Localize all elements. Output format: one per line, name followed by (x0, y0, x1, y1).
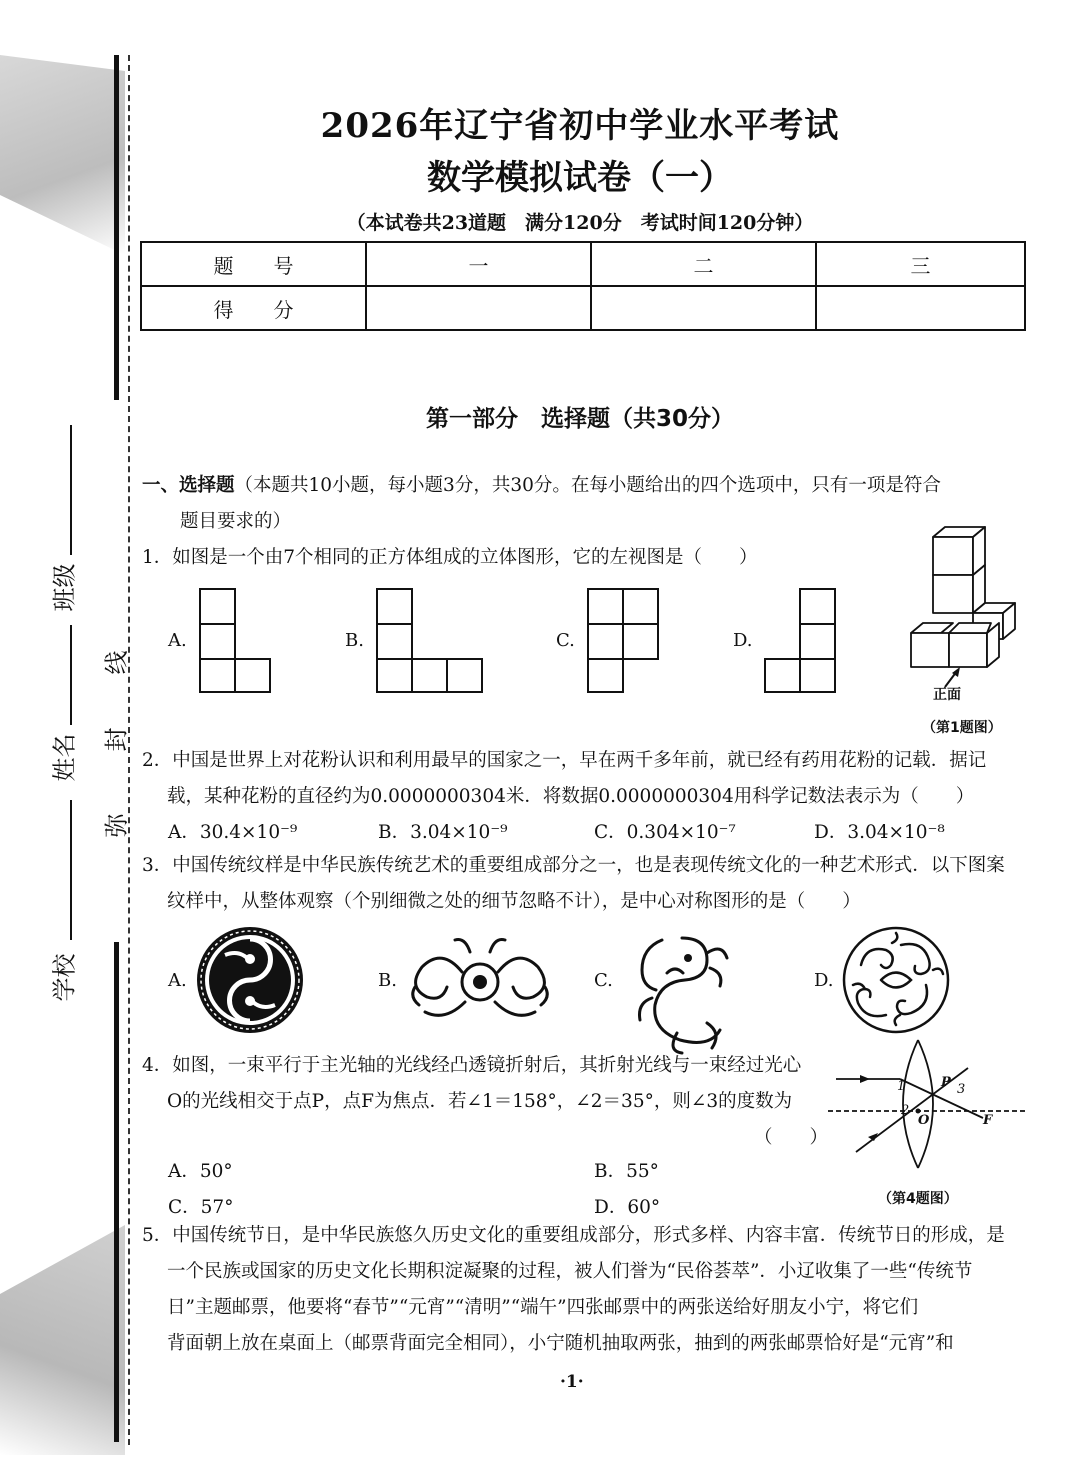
q4-label-f: F (983, 1113, 993, 1128)
q4-label-2: 2 (901, 1103, 910, 1118)
q1-option-c-figure[interactable] (587, 588, 667, 698)
q4-line2-text: O的光线相交于点P，点F为焦点．若∠1＝158°，∠2＝35°，则∠3的度数为 (167, 1091, 793, 1112)
q3-option-c-label[interactable]: C. (594, 970, 613, 991)
section1-line2: 题目要求的） (180, 511, 292, 532)
score-table-header-row (141, 242, 1025, 286)
q4-label-1: 1 (897, 1079, 906, 1094)
q3-option-d-label[interactable]: D. (814, 970, 834, 991)
seal-char-line: 线 (102, 650, 131, 675)
score-cell: 三 (816, 242, 1025, 286)
q4-option-d[interactable]: D．60° (594, 1197, 661, 1218)
q3-line2: 纹样中，从整体观察（个别细微之处的细节忽略不计），是中心对称图形的是（ ） (167, 891, 861, 912)
q1-option-c-label[interactable]: C. (556, 630, 575, 651)
school-underline (70, 800, 72, 940)
score-cell: 二 (591, 242, 816, 286)
q2-option-b[interactable]: B．3.04×10⁻⁹ (378, 822, 508, 843)
q2-line2: 载，某种花粉的直径约为0.0000000304米．将数据0.0000000304用科学记数法表示为（ ） (167, 786, 975, 807)
q2-option-d[interactable]: D．3.04×10⁻⁸ (814, 822, 945, 843)
q3-option-d-pattern[interactable] (841, 925, 951, 1035)
name-label: 姓名 (50, 733, 79, 782)
score-table (140, 241, 1026, 331)
school-label: 学校 (50, 953, 79, 1002)
q1-caption: （第1题图） (922, 720, 1002, 736)
binding-shade-bottom (0, 1225, 125, 1455)
q1-option-a-label[interactable]: A. (168, 630, 187, 651)
q4-label-p: P (941, 1075, 951, 1090)
q1-option-d-label[interactable]: D. (733, 630, 753, 651)
section1-line1 (142, 468, 941, 504)
q5-line4: 背面朝上放在桌面上（邮票背面完全相同），小宁随机抽取两张，抽到的两张邮票恰好是“元宵”和 (167, 1333, 954, 1354)
score-cell: 一 (366, 242, 591, 286)
q1-stem: 1．如图是一个由7个相同的正方体组成的立体图形，它的左视图是（ ） (142, 547, 758, 568)
q3-option-b-label[interactable]: B. (378, 970, 397, 991)
q5-line2: 一个民族或国家的历史文化长期积淀凝聚的过程，被人们誉为“民俗荟萃”．小辽收集了一些“传统节 (167, 1261, 973, 1282)
score-input-cell[interactable] (591, 286, 816, 330)
score-cell: 得 分 (141, 286, 366, 330)
q2-line1: 2．中国是世界上对花粉认识和利用最早的国家之一，早在两千多年前，就已经有药用花粉的记载．据记 (142, 750, 987, 771)
page-number: ·1· (560, 1372, 584, 1392)
score-input-cell[interactable] (366, 286, 591, 330)
q4-option-c[interactable]: C．57° (168, 1197, 234, 1218)
exam-info: （本试卷共23道题 满分120分 考试时间120分钟） (346, 212, 814, 234)
q1-option-b-label[interactable]: B. (345, 630, 364, 651)
q1-option-b-figure[interactable] (376, 588, 486, 698)
q3-line1: 3．中国传统纹样是中华民族传统艺术的重要组成部分之一，也是表现传统文化的一种艺术形式．以下图案 (142, 855, 1005, 876)
q5-line3: 日”主题邮票，他要将“春节”“元宵”“清明”“端午”四张邮票中的两张送给好朋友小宁，将它们 (167, 1297, 919, 1318)
exam-subtitle: 数学模拟试卷（一） (427, 158, 733, 198)
q4-answer-paren[interactable]: （ ） (754, 1127, 829, 1148)
q4-label-3: 3 (957, 1082, 966, 1097)
class-underline (70, 425, 72, 555)
q4-option-b[interactable]: B．55° (594, 1161, 659, 1182)
score-input-cell[interactable] (816, 286, 1025, 330)
q4-option-a[interactable]: A．50° (168, 1161, 233, 1182)
q3-option-b-pattern[interactable] (405, 932, 555, 1027)
q4-line1: 4．如图，一束平行于主光轴的光线经凸透镜折射后，其折射光线与一束经过光心 (142, 1055, 802, 1076)
q1-solid-figure (905, 525, 1025, 700)
q3-option-c-pattern[interactable] (622, 928, 732, 1058)
binding-thick-line-bottom (114, 942, 119, 1442)
q4-line2 (167, 1084, 792, 1120)
score-cell: 题 号 (141, 242, 366, 286)
q3-option-a-label[interactable]: A. (168, 970, 187, 991)
q4-label-o: O (918, 1113, 930, 1128)
q1-front-label: 正面 (933, 687, 961, 703)
seal-char-close: 弥 (102, 813, 131, 838)
q4-caption: （第4题图） (878, 1191, 958, 1207)
q2-option-a[interactable]: A．30.4×10⁻⁹ (168, 822, 298, 843)
q4-lens-figure (828, 1040, 1028, 1175)
q1-option-d-figure[interactable] (764, 588, 844, 698)
seal-char-seal: 封 (102, 727, 131, 752)
part1-heading: 第一部分 选择题（共30分） (425, 406, 734, 432)
section1-desc: （本题共10小题，每小题3分，共30分。在每小题给出的四个选项中，只有一项是符合 (234, 475, 941, 496)
q3-option-a-pattern[interactable] (195, 925, 305, 1035)
exam-title: 2026年辽宁省初中学业水平考试 (320, 106, 840, 146)
q1-option-a-figure[interactable] (199, 588, 279, 698)
score-table-score-row (141, 286, 1025, 330)
name-underline (70, 625, 72, 725)
q2-option-c[interactable]: C．0.304×10⁻⁷ (594, 822, 736, 843)
class-label: 班级 (50, 563, 79, 612)
q5-line1: 5．中国传统节日，是中华民族悠久历史文化的重要组成部分，形式多样、内容丰富．传统节日的形成，是 (142, 1225, 1005, 1246)
section1-heading: 一、选择题 (142, 475, 235, 496)
